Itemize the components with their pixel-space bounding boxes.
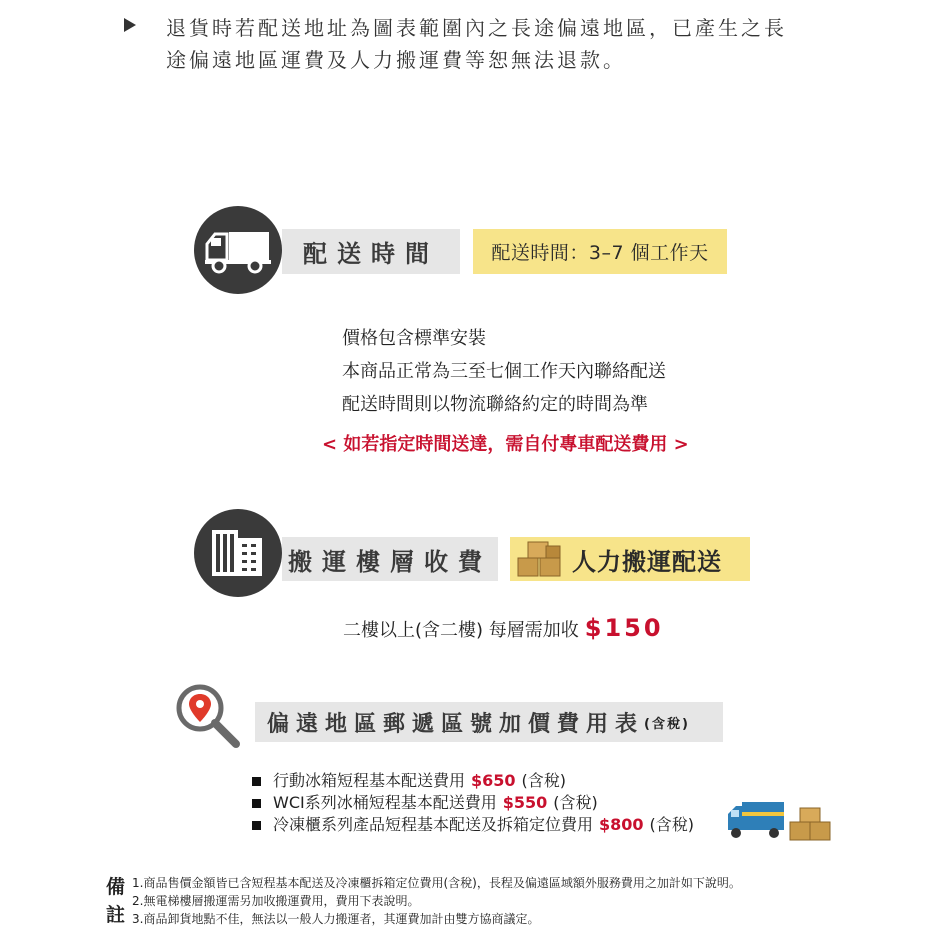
remark-line: 3.商品卸貨地點不佳，無法以一般人力搬運者，其運費加計由雙方協商議定。 [132, 912, 540, 926]
triangle-bullet-icon [124, 18, 136, 32]
building-icon [194, 509, 282, 597]
fee-item-note: (含稅) [649, 815, 695, 834]
fee-item-amount: $650 [471, 771, 516, 790]
map-pin-magnifier-icon [174, 682, 242, 750]
floor-fee-text: 二樓以上(含二樓) 每層需加收 [343, 620, 579, 641]
remote-title: 偏遠地區郵遞區號加價費用表 [267, 711, 645, 737]
list-item [252, 814, 694, 836]
truck-icon [194, 206, 282, 294]
floors-title-bar [282, 537, 498, 581]
remarks-label-bottom: 註 [106, 904, 126, 926]
delivery-truck-icon [726, 800, 836, 842]
delivery-title-bar [282, 229, 460, 274]
fee-item-amount: $800 [599, 815, 644, 834]
floors-service-bar [510, 537, 750, 581]
remark-line: 2.無電梯樓層搬運需另加收搬運費用，費用下表說明。 [132, 894, 420, 908]
delivery-title: 配送時間 [303, 240, 439, 268]
delivery-info-bar [473, 229, 727, 274]
return-notice [166, 12, 846, 76]
remark-line: 1.商品售價金額皆已含短程基本配送及冷凍櫃拆箱定位費用(含稅)，長程及偏遠區域額外服務費用之加計如下說明。 [132, 876, 741, 890]
square-bullet-icon [252, 821, 261, 830]
remote-title-bar [255, 702, 723, 742]
notice-line-2: 途偏遠地區運費及人力搬運費等恕無法退款。 [166, 48, 626, 72]
delivery-line: 本商品正常為三至七個工作天內聯絡配送 [342, 361, 666, 382]
floors-title: 搬運樓層收費 [288, 547, 492, 576]
notice-line-1: 退貨時若配送地址為圖表範圍內之長途偏遠地區，已產生之長 [166, 16, 787, 40]
remote-title-note: (含稅) [644, 716, 690, 732]
remote-fee-list [252, 770, 694, 836]
delivery-line: 價格包含標準安裝 [342, 328, 486, 349]
square-bullet-icon [252, 799, 261, 808]
list-item [252, 770, 694, 792]
remarks-label [106, 873, 125, 929]
fee-item-amount: $550 [502, 793, 548, 812]
fee-item-note: (含稅) [521, 771, 567, 790]
fee-item-note: (含稅) [553, 793, 598, 812]
list-item [252, 792, 694, 814]
fee-item-text: 行動冰箱短程基本配送費用 [273, 771, 466, 790]
delivery-details [342, 322, 666, 421]
floors-service: 人力搬運配送 [572, 547, 722, 576]
delivery-line: 配送時間則以物流聯絡約定的時間為準 [342, 394, 648, 415]
remarks-label-top: 備 [106, 876, 126, 898]
remarks-list [132, 874, 741, 928]
square-bullet-icon [252, 777, 261, 786]
fee-item-text: 冷凍櫃系列產品短程基本配送及拆箱定位費用 [273, 815, 594, 834]
boxes-icon [516, 540, 568, 578]
delivery-info: 配送時間：3–7 個工作天 [491, 242, 709, 264]
floor-fee-line [343, 614, 664, 642]
floor-fee-price: $150 [584, 614, 664, 642]
delivery-warning: < 如若指定時間送達，需自付專車配送費用 > [322, 434, 689, 455]
fee-item-text: WCI系列冰桶短程基本配送費用 [273, 793, 497, 812]
